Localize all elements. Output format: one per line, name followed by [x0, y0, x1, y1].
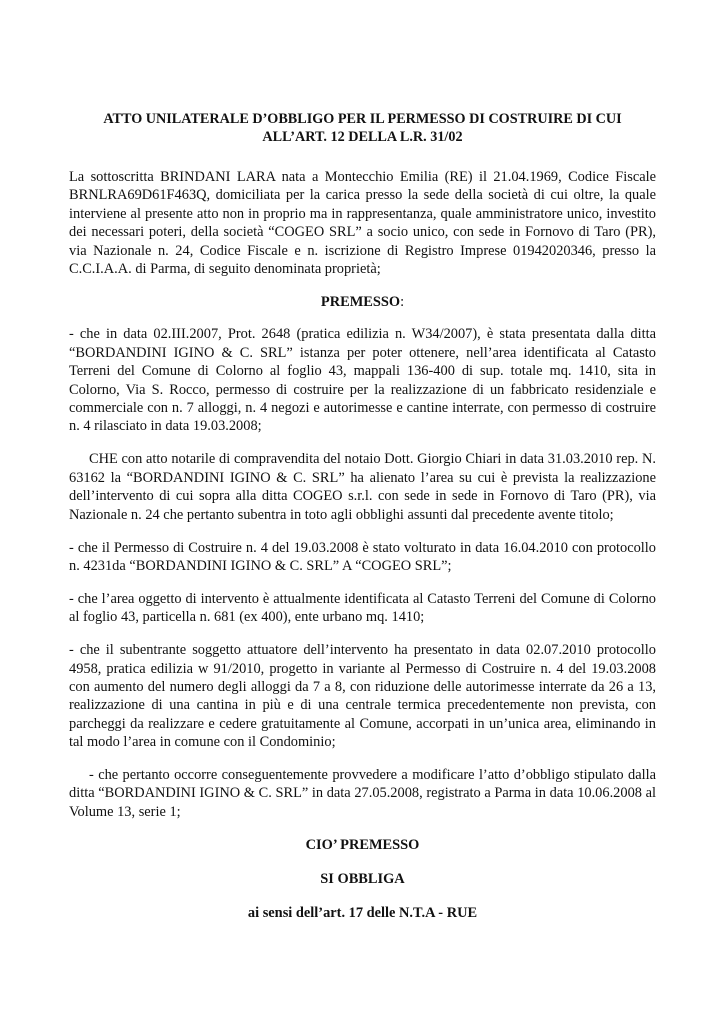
si-obbliga-heading: SI OBBLIGA	[320, 870, 405, 887]
document-title	[69, 110, 656, 146]
cio-premesso-heading: CIO’ PREMESSO	[305, 836, 420, 853]
premesso-heading-text: PREMESSO	[320, 293, 401, 310]
premesso-heading	[69, 293, 656, 311]
title-line-2: ALL’ART. 12 DELLA L.R. 31/02	[262, 129, 463, 145]
premise-paragraph: - che il Permesso di Costruire n. 4 del 19.03.2008 è stato volturato in data 16.04.2010 con protocollo n. 4231da “BORDANDINI IGINO & C. SRL” A “COGEO SRL”;	[69, 539, 656, 574]
title-line-1: ATTO UNILATERALE D’OBBLIGO PER IL PERMESSO DI COSTRUIRE DI CUI	[103, 111, 622, 127]
premise-paragraph: - che l’area oggetto di intervento è attualmente identificata al Catasto Terreni del Comune di Colorno al foglio 43, particella n. 681 (ex 400), ente urbano mq. 1410;	[69, 590, 656, 626]
premesso-heading-colon: :	[400, 293, 405, 310]
document-page	[69, 110, 656, 938]
premise-paragraph: - che in data 02.III.2007, Prot. 2648 (pratica edilizia n. W34/2007), è stata presentata dalla ditta “BORDANDINI IGINO & C. SRL” istanza per poter ottenere, nell’area identificata al Catasto Terreni del Comune di Colorno al foglio 43, mappali 136-400 di sup. totale mq. 1410, sita in Colorno, Via S. Rocco, permesso di costruire per la realizzazione di un fabbricato residenziale e commerciale con n. 7 alloggi, n. 4 negozi e autorimesse e cantine interrate, con permesso di costruire n. 4 rilasciato in data 19.03.2008;	[69, 326, 656, 435]
intro-paragraph: La sottoscritta BRINDANI LARA nata a Montecchio Emilia (RE) il 21.04.1969, Codice Fiscale BRNLRA69D61F463Q, domiciliata per la carica presso la sede della società di cui oltre, la quale interviene al presente atto non in proprio ma in rappresentanza, quale amministratore unico, investito dei necessari poteri, della società “COGEO SRL” a socio unico, con sede in Fornovo di Taro (PR), via Nazionale n. 24, Codice Fiscale e n. iscrizione di Registro Imprese 01942020346, presso la C.C.I.A.A. di Parma, di seguito denominata proprietà;	[69, 169, 656, 278]
premise-paragraph: CHE con atto notarile di compravendita del notaio Dott. Giorgio Chiari in data 31.03.2010 rep. N. 63162 la “BORDANDINI IGINO & C. SRL” ha alienato l’area su cui è prevista la realizzazione dell’intervento di cui sopra alla ditta COGEO s.r.l. con sede in sede in Fornovo di Taro (PR), via Nazionale n. 24 che pertanto subentra in toto agli obblighi assunti dal precedente avente titolo;	[69, 451, 656, 523]
premise-paragraph: - che il subentrante soggetto attuatore dell’intervento ha presentato in data 02.07.2010 protocollo 4958, pratica edilizia w 91/2010, progetto in variante al Permesso di Costruire n. 4 del 19.03.2008 con aumento del numero degli alloggi da 7 a 8, con riduzione delle autorimesse interrate da 26 a 13, realizzazione di una cantina in più e di una centrale termica precedentemente non prevista, con parcheggi da realizzare e cedere gratuitamente al Comune, accorpati in un’unica area, eliminando in tal modo l’area in comune con il Condominio;	[69, 642, 656, 751]
premise-paragraph: - che pertanto occorre conseguentemente provvedere a modificare l’atto d’obbligo stipulato dalla ditta “BORDANDINI IGINO & C. SRL” in data 27.05.2008, registrato a Parma in data 10.06.2008 al Volume 13, serie 1;	[69, 767, 656, 820]
ai-sensi-heading: ai sensi dell’art. 17 delle N.T.A - RUE	[247, 904, 478, 921]
